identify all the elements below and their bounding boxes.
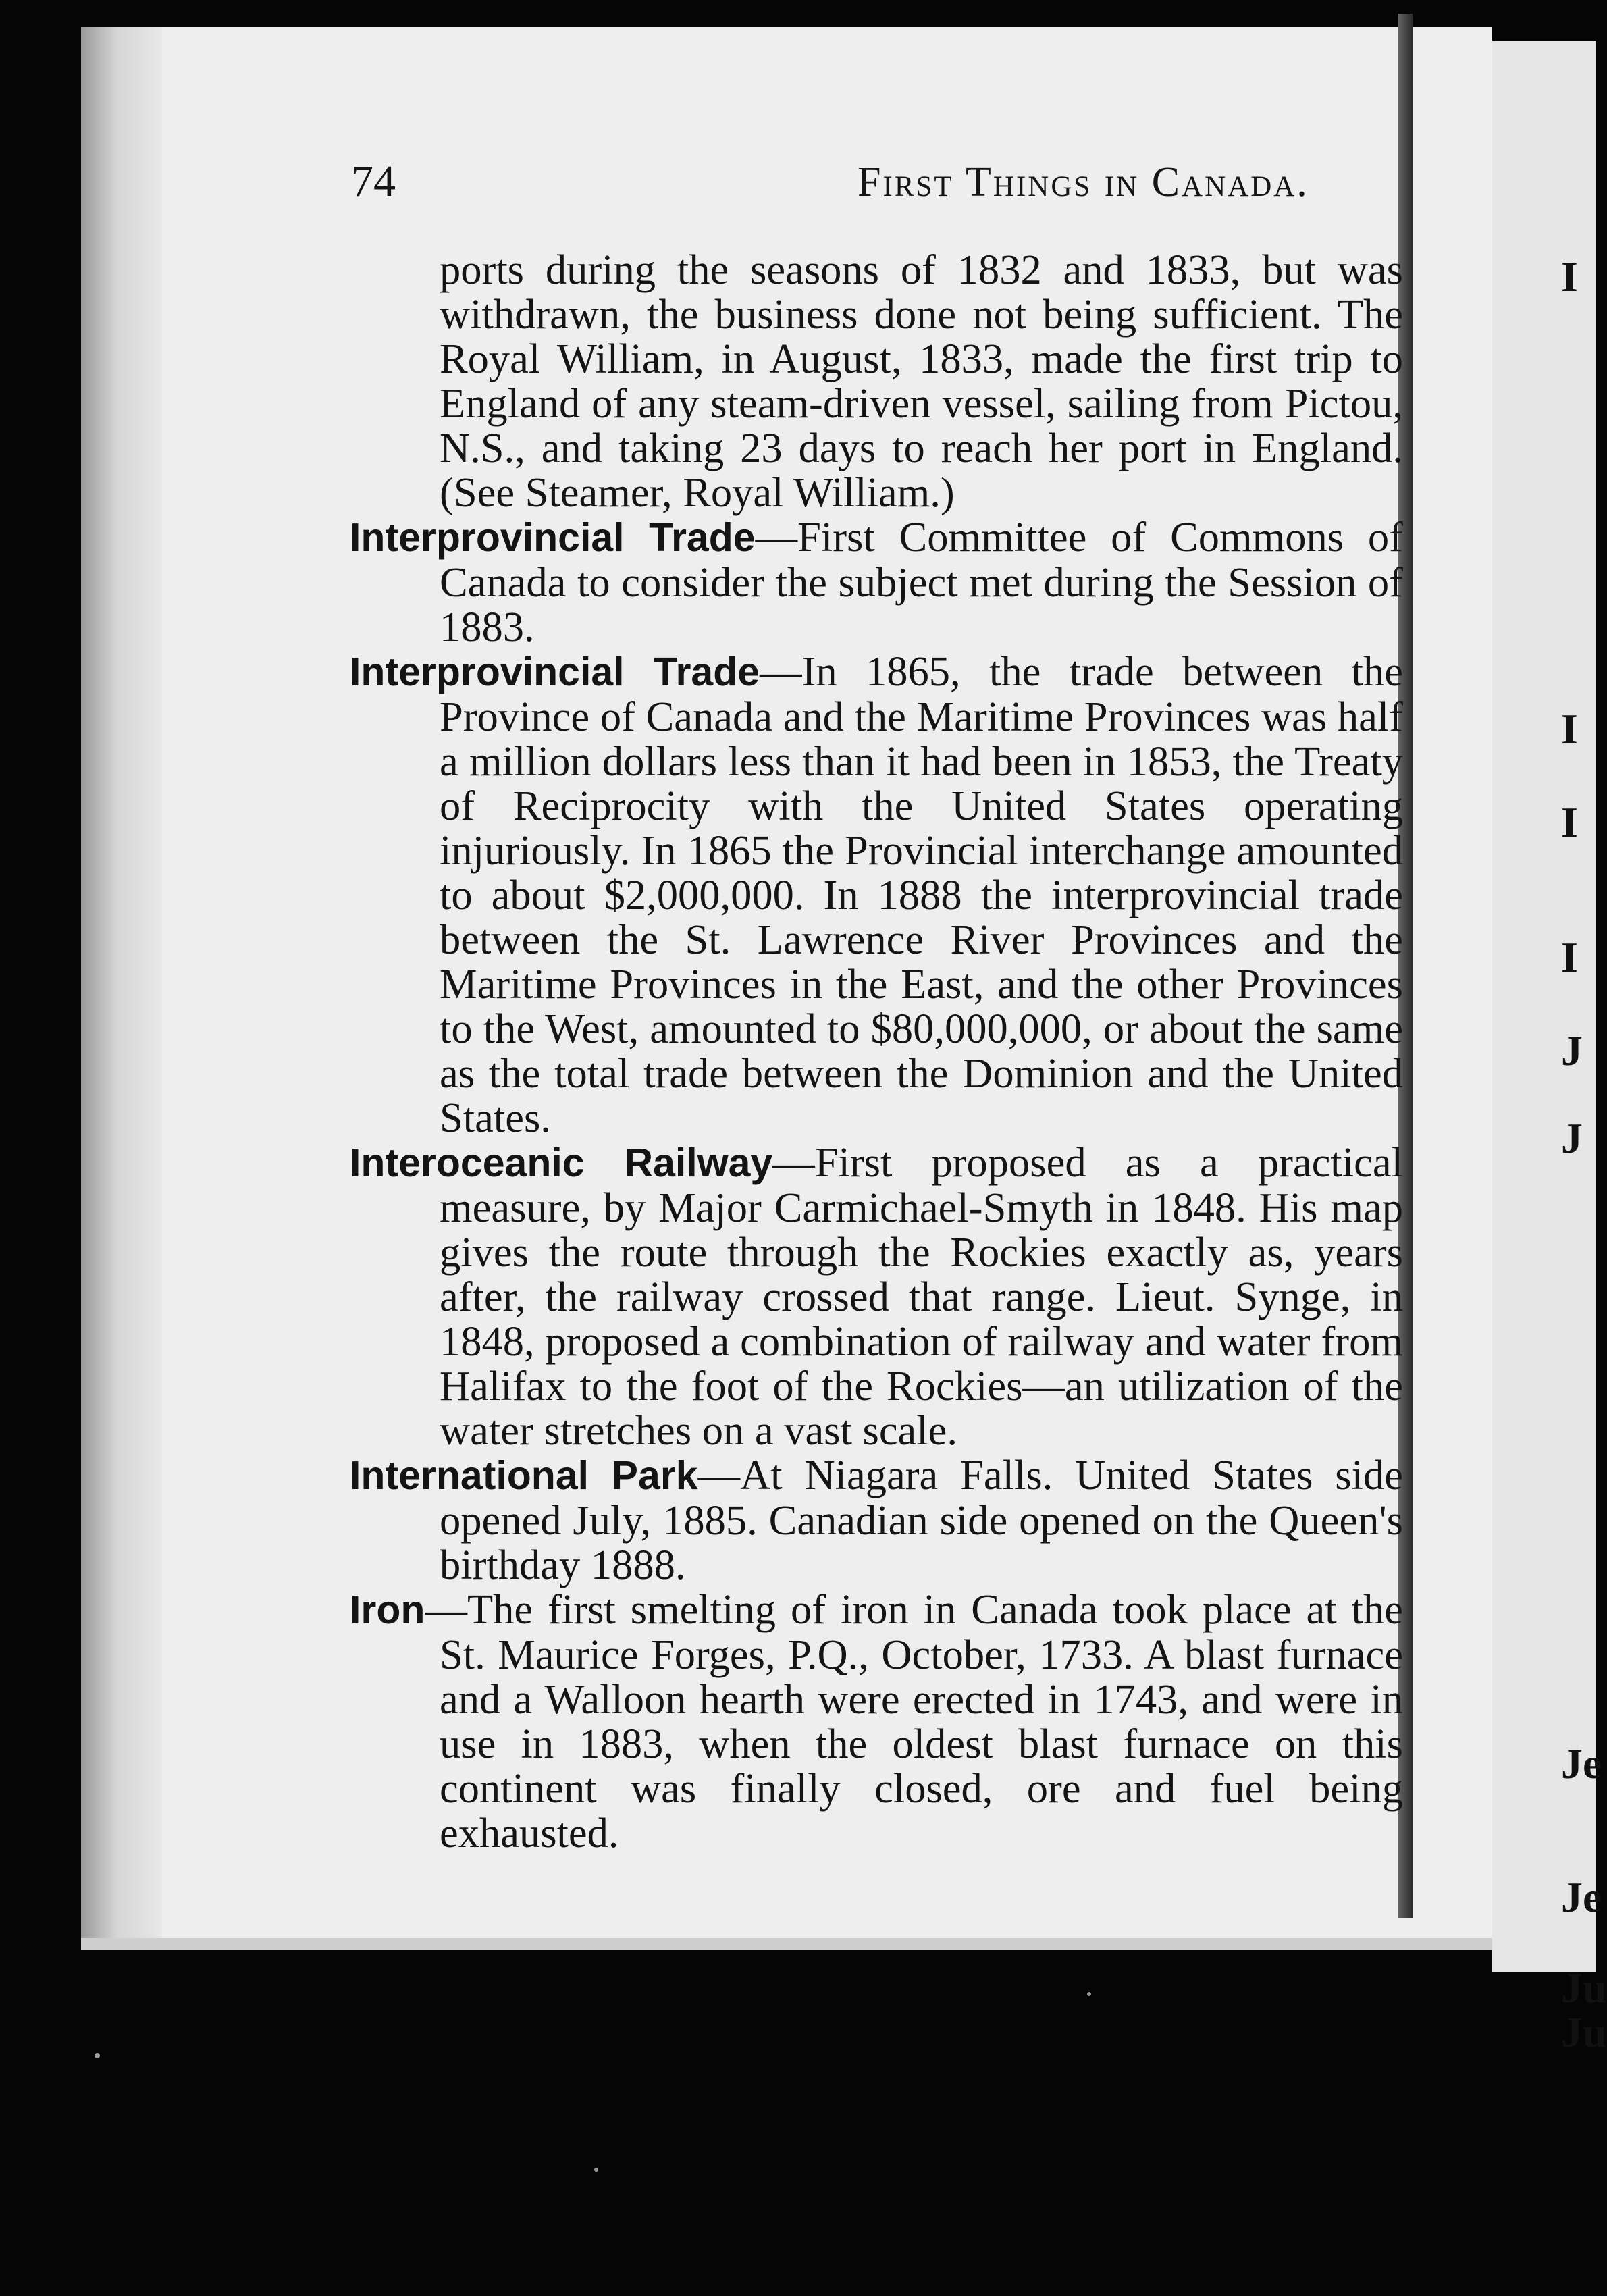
- facing-page-letter: Ju: [1561, 2008, 1607, 2056]
- running-title: First Things in Canada.: [858, 159, 1309, 205]
- facing-page-letter: I: [1561, 798, 1578, 846]
- dictionary-entry: [350, 649, 1403, 1140]
- scan-speck: [594, 2168, 598, 2172]
- dictionary-entry: [350, 515, 1403, 649]
- entry-headword: Iron: [350, 1588, 425, 1632]
- page-header: [270, 152, 1418, 213]
- entry-headword: International Park: [350, 1453, 698, 1498]
- facing-page-letter: Ju: [1561, 1964, 1607, 2012]
- entry-text: ports during the seasons of 1832 and 1833, but was withdrawn, the business done not being sufficient. The Royal William, in August, 1833, made the first trip to England of any steam-driven vessel, sailing from Pictou, N.S., and taking 23 days to reach her port in England. (See Steamer, Royal William.): [440, 246, 1403, 516]
- facing-page-letter: I: [1561, 933, 1578, 981]
- dictionary-entry: [350, 1140, 1403, 1453]
- entry-text: —First proposed as a practical measure, by Major Carmichael-Smyth in 1848. His map gives the route through the Rockies exactly as, years after, the railway crossed that range. Lieut. Synge, in 1848, proposed a combination of railway and water from Halifax to the foot of the Rockies—an utilization of the water stretches on a vast scale.: [440, 1139, 1403, 1454]
- dictionary-entry: [350, 1453, 1403, 1587]
- entry-headword: Interprovincial Trade: [350, 650, 760, 694]
- entry-headword: Interprovincial Trade: [350, 515, 756, 560]
- entry-continuation: [350, 247, 1403, 515]
- page-body: [350, 247, 1403, 1855]
- facing-page-letter: J: [1561, 1026, 1583, 1074]
- entry-headword: Interoceanic Railway: [350, 1141, 773, 1185]
- entry-text: —First Committee of Commons of Canada to consider the subject met during the Session of 1883.: [440, 513, 1403, 650]
- facing-page-letter: Je: [1561, 1740, 1602, 1788]
- entry-text: —At Niagara Falls. United States side opened July, 1885. Canadian side opened on the Queen's birthday 1888.: [440, 1451, 1403, 1588]
- page-number: 74: [351, 157, 396, 206]
- facing-page-letter: I: [1561, 705, 1578, 753]
- facing-page-letter: I: [1561, 253, 1578, 301]
- entry-text: —The first smelting of iron in Canada took place at the St. Maurice Forges, P.Q., October, 1733. A blast furnace and a Walloon hearth were erected in 1743, and were in use in 1883, when the oldest blast furnace on this continent was finally closed, ore and fuel being exhausted.: [425, 1586, 1403, 1856]
- facing-page-letter: J: [1561, 1114, 1583, 1162]
- facing-page-edge: [1492, 41, 1596, 1972]
- entry-text: —In 1865, the trade between the Province of Canada and the Maritime Provinces was half a million dollars less than it had been in 1853, the Treaty of Reciprocity with the United States operating injuriously. In 1865 the Provincial interchange amounted to about $2,000,000. In 1888 the interprovincial trade between the St. Lawrence River Provinces and the Maritime Provinces in the East, and the other Provinces to the West, amounted to $80,000,000, or about the same as the total trade between the Dominion and the United States.: [440, 648, 1403, 1141]
- page-edge-shadow: [81, 27, 162, 1938]
- facing-page-letter: Je: [1561, 1873, 1602, 1921]
- scan-speck: [1087, 1992, 1091, 1996]
- dictionary-entry: [350, 1587, 1403, 1855]
- scan-speck: [95, 2053, 100, 2058]
